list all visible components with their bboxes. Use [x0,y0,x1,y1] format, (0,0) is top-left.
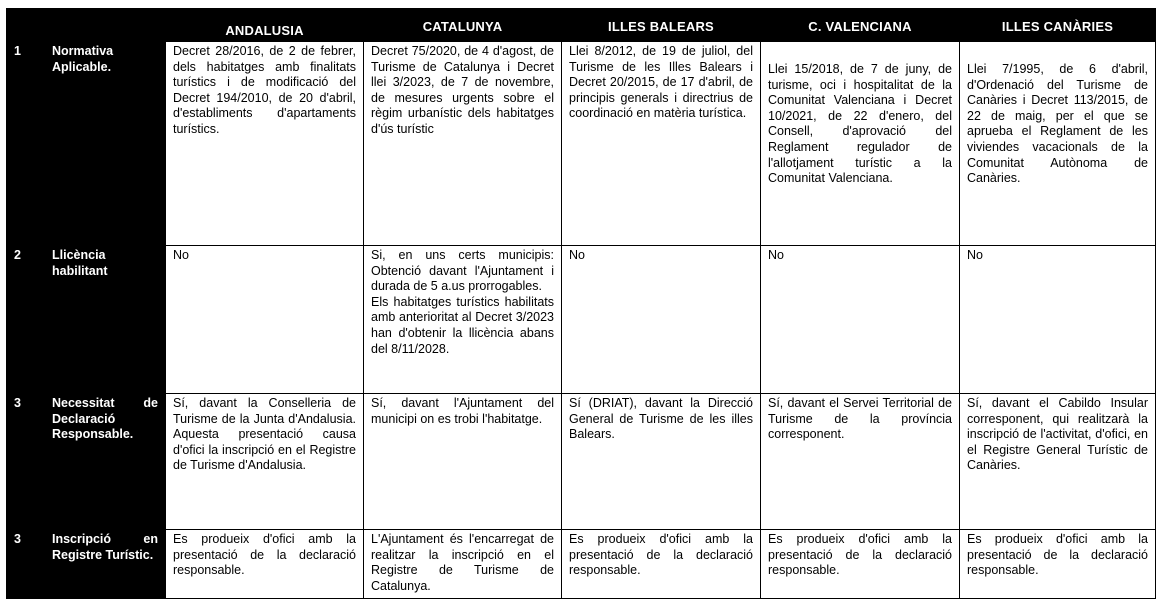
row-label: Inscripció en Registre Turístic. [45,530,166,599]
cell-catalunya: Sí, davant l'Ajuntament del municipi on es trobi l'habitatge. [364,394,562,530]
header-corner [7,9,166,42]
row-number: 2 [7,246,45,394]
header-illes-balears: ILLES BALEARS [562,9,761,42]
cell-c-valenciana: No [761,246,960,394]
cell-andalusia: Es produeix d'ofici amb la presentació de la declaració responsable. [166,530,364,599]
cell-andalusia: Decret 28/2016, de 2 de febrer, dels habitatges amb finalitats turístics i de modificació del Decret 194/2010, de 20 d'abril, d'establiments d'apartaments turístics. [166,42,364,246]
table-row-normativa [7,42,1156,246]
header-illes-canaries: ILLES CANÀRIES [960,9,1156,42]
cell-catalunya: Decret 75/2020, de 4 d'agost, de Turisme de Catalunya i Decret llei 3/2023, de 7 de novembre, de mesures urgents sobre el règim urbanístic dels habitatges d'ús turístic [364,42,562,246]
row-label: Necessitat de Declaració Responsable. [45,394,166,530]
row-number: 3 [7,394,45,530]
cell-illes-canaries: No [960,246,1156,394]
table-header [7,9,1156,42]
cell-paragraph: Si, en uns certs municipis: Obtenció davant l'Ajuntament i durada de 5 a.us prorrogables. [371,248,554,294]
comparison-table [6,8,1156,599]
cell-c-valenciana: Es produeix d'ofici amb la presentació de la declaració responsable. [761,530,960,599]
cell-illes-canaries: Sí, davant el Cabildo Insular corresponent, qui realitzarà la inscripció de l'activitat, d'ofici, en el Registre General Turístic de Canàries. [960,394,1156,530]
header-c-valenciana: C. VALENCIANA [761,9,960,42]
row-number: 3 [7,530,45,599]
cell-catalunya: L'Ajuntament és l'encarregat de realitzar la inscripció en el Registre de Turisme de Catalunya. [364,530,562,599]
cell-andalusia: Sí, davant la Conselleria de Turisme de la Junta d'Andalusia. Aquesta presentació causa d'ofici la inscripció en el Registre de Turisme d'Andalusia. [166,394,364,530]
table-row-declaracio [7,394,1156,530]
cell-c-valenciana: Llei 15/2018, de 7 de juny, de turisme, oci i hospitalitat de la Comunitat Valenciana i Decret 10/2021, de 22 d'enero, del Consell, d'aprovació del Reglament regulador de l'allotjament turístic a la Comunitat Valenciana. [761,42,960,246]
cell-catalunya [364,246,562,394]
cell-illes-canaries: Es produeix d'ofici amb la presentació de la declaració responsable. [960,530,1156,599]
cell-paragraph: Els habitatges turístics habilitats amb anterioritat al Decret 3/2023 han d'obtenir la llicència abans del 8/11/2028. [371,294,554,356]
cell-c-valenciana: Sí, davant el Servei Territorial de Turisme de la província corresponent. [761,394,960,530]
cell-illes-canaries: Llei 7/1995, de 6 d'abril, d'Ordenació del Turisme de Canàries i Decret 113/2015, de 22 de maig, per el que se aprueba el Reglament de les viviendes vacacionals de la Comunitat Autònoma de Canàries. [960,42,1156,246]
cell-illes-balears: No [562,246,761,394]
cell-andalusia: No [166,246,364,394]
header-andalusia: ANDALUSIA [166,9,364,42]
table-row-inscripcio [7,530,1156,599]
row-label: Normativa Aplicable. [45,42,166,246]
row-number: 1 [7,42,45,246]
table-row-llicencia [7,246,1156,394]
cell-illes-balears: Llei 8/2012, de 19 de juliol, del Turisme de les Illes Balears i Decret 20/2015, de 17 d'abril, de principis generals i directrius de coordinació en matèria turística. [562,42,761,246]
row-label: Llicència habilitant [45,246,166,394]
header-catalunya: CATALUNYA [364,9,562,42]
cell-illes-balears: Sí (DRIAT), davant la Direcció General de Turisme de les illes Balears. [562,394,761,530]
cell-illes-balears: Es produeix d'ofici amb la presentació de la declaració responsable. [562,530,761,599]
